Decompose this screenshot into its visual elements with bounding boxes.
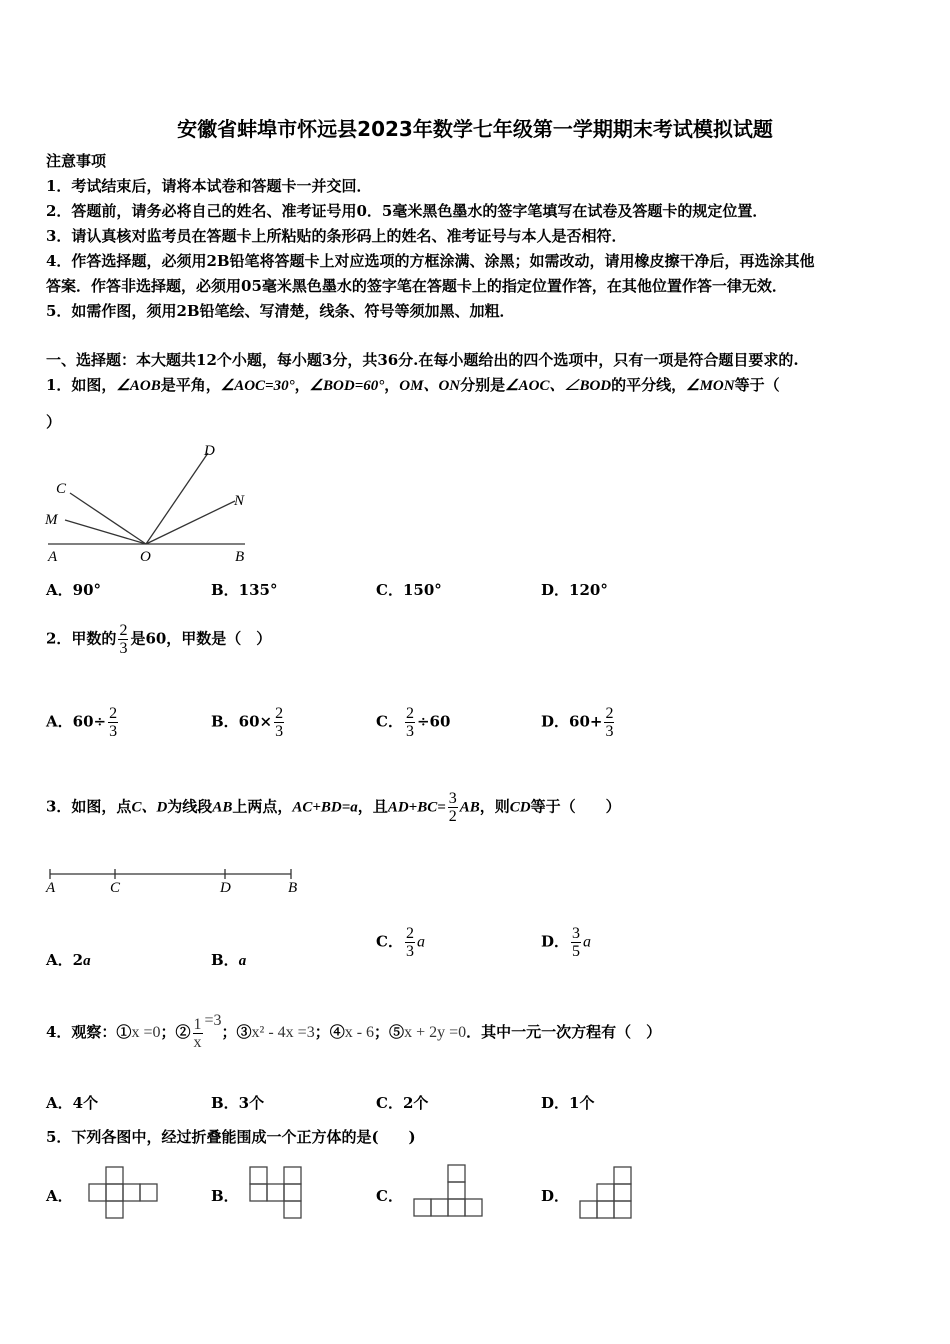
cube-net-d [579, 1166, 639, 1224]
question-3: 3．如图，点C、D为线段AB上两点，AC+BD=a，且AD+BC= $\frac{3}{2}$ AB，则CD等于（ ） [46, 790, 621, 825]
net-square [431, 1199, 448, 1216]
net-square [284, 1184, 301, 1201]
net-square [465, 1199, 482, 1216]
net-square [580, 1201, 597, 1218]
label-A: A [48, 549, 58, 565]
net-square [140, 1184, 157, 1201]
q3-option-c: C． $\frac{2}{3}$ a [376, 925, 425, 960]
label-A: A [46, 880, 56, 896]
label-N: N [234, 493, 245, 509]
net-square [89, 1184, 106, 1201]
net-square [614, 1167, 631, 1184]
q-text: 1．如图， [46, 376, 117, 394]
question-2 [46, 622, 271, 657]
angle-figure [40, 435, 260, 570]
q5-option-b: B． [211, 1187, 239, 1205]
q2-option-b: B．60× $\frac{2}{3}$ [211, 705, 284, 740]
section-heading: 一、选择题：本大题共12个小题，每小题3分，共36分.在每小题给出的四个选项中，只有一项是符合题目要求的. [46, 351, 799, 369]
net-square [448, 1182, 465, 1199]
q5-option-a: A． [46, 1187, 73, 1205]
q-text: 分别是 [460, 376, 506, 394]
q3-option-d: D． $\frac{3}{5}$ a [541, 925, 592, 960]
q4-option-b: B．3个 [211, 1094, 265, 1112]
note-item: 3．请认真核对监考员在答题卡上所粘贴的条形码上的姓名、准考证号与本人是否相符． [46, 227, 627, 245]
q4-option-a: A．4个 [46, 1094, 99, 1112]
q4-option-c: C．2个 [376, 1094, 429, 1112]
fraction: $\frac{2}{3}$ [119, 622, 128, 657]
net-square [614, 1201, 631, 1218]
q1-option-d: D．120° [541, 581, 608, 599]
cube-net-b [249, 1166, 309, 1224]
net-square [250, 1184, 267, 1201]
note-item: 4．作答选择题，必须用2B铅笔将答题卡上对应选项的方框涂满、涂黑；如需改动，请用橡皮擦干净后，再选涂其他 [46, 252, 815, 270]
net-square [597, 1184, 614, 1201]
net-square [448, 1165, 465, 1182]
net-square [597, 1201, 614, 1218]
note-item: 答案．作答非选择题，必须用05毫米黑色墨水的签字笔在答题卡上的指定位置作答，在其他位置作答一律无效． [46, 277, 787, 295]
q1-option-c: C．150° [376, 581, 442, 599]
label-C: C [110, 880, 121, 896]
q3-option-a: A．2a [46, 951, 91, 969]
label-M: M [45, 512, 58, 528]
question-4: 4．观察：①x =0；② $\frac{1}{x}$ =3；③x² - 4x =3；④x - 6；⑤x + 2y =0．其中一元一次方程有（ ） [46, 1012, 662, 1051]
note-item: 2．答题前，请务必将自己的姓名、准考证号用0．5毫米黑色墨水的签字笔填写在试卷及答题卡的规定位置． [46, 202, 768, 220]
question-1 [46, 375, 780, 396]
q2-option-d: D．60+ $\frac{2}{3}$ [541, 705, 614, 740]
q-math: ∠AOB [116, 378, 161, 394]
question-5: 5．下列各图中，经过折叠能围成一个正方体的是( ) [46, 1128, 416, 1146]
segment-figure [44, 862, 314, 897]
q-text: 是平角， [160, 376, 221, 394]
notes-heading: 注意事项 [46, 152, 107, 170]
net-square [614, 1184, 631, 1201]
q-text: 的平分线， [611, 376, 687, 394]
cube-net-c [413, 1164, 488, 1222]
q4-option-d: D．1个 [541, 1094, 595, 1112]
net-square [414, 1199, 431, 1216]
q-math: ∠MON [686, 378, 735, 394]
label-C: C [56, 481, 67, 497]
net-square [123, 1184, 140, 1201]
q1-close-paren: ） [46, 413, 62, 431]
q-text: ， [384, 376, 400, 394]
cube-net-a [88, 1166, 163, 1224]
label-D: D [204, 443, 215, 459]
net-square [106, 1184, 123, 1201]
net-square [284, 1167, 301, 1184]
q-math: ∠AOC=30° [220, 378, 295, 394]
net-square [250, 1167, 267, 1184]
net-square [106, 1167, 123, 1184]
q2-option-a: A．60÷ $\frac{2}{3}$ [46, 705, 118, 740]
q3-option-b: B．a [211, 951, 247, 969]
q-math: ∠AOC、∠BOD [505, 378, 612, 394]
q-text: 等于（ [734, 376, 780, 394]
label-D: D [220, 880, 231, 896]
net-square [284, 1201, 301, 1218]
label-O: O [140, 549, 151, 565]
page-title: 安徽省蚌埠市怀远县2023年数学七年级第一学期期末考试模拟试题 [177, 117, 773, 141]
q-math: ∠BOD=60° [309, 378, 385, 394]
q-text: 2．甲数的 [46, 629, 117, 648]
net-square [448, 1199, 465, 1216]
fraction: $\frac{3}{2}$ [448, 790, 457, 825]
q2-option-c: C． $\frac{2}{3}$ ÷60 [376, 705, 451, 740]
q-math: OM、ON [399, 378, 461, 394]
q1-option-a: A．90° [46, 581, 102, 599]
note-item: 5．如需作图，须用2B铅笔绘、写清楚，线条、符号等须加黑、加粗． [46, 302, 515, 320]
label-B: B [235, 549, 245, 565]
net-square [106, 1201, 123, 1218]
q-text: ， [294, 376, 310, 394]
label-B: B [288, 880, 298, 896]
q-text: 是60，甲数是（ ） [130, 629, 272, 648]
note-item: 1．考试结束后，请将本试卷和答题卡一并交回． [46, 177, 372, 195]
q5-option-c: C． [376, 1187, 403, 1205]
q1-option-b: B．135° [211, 581, 278, 599]
net-square [267, 1184, 284, 1201]
q5-option-d: D． [541, 1187, 570, 1205]
